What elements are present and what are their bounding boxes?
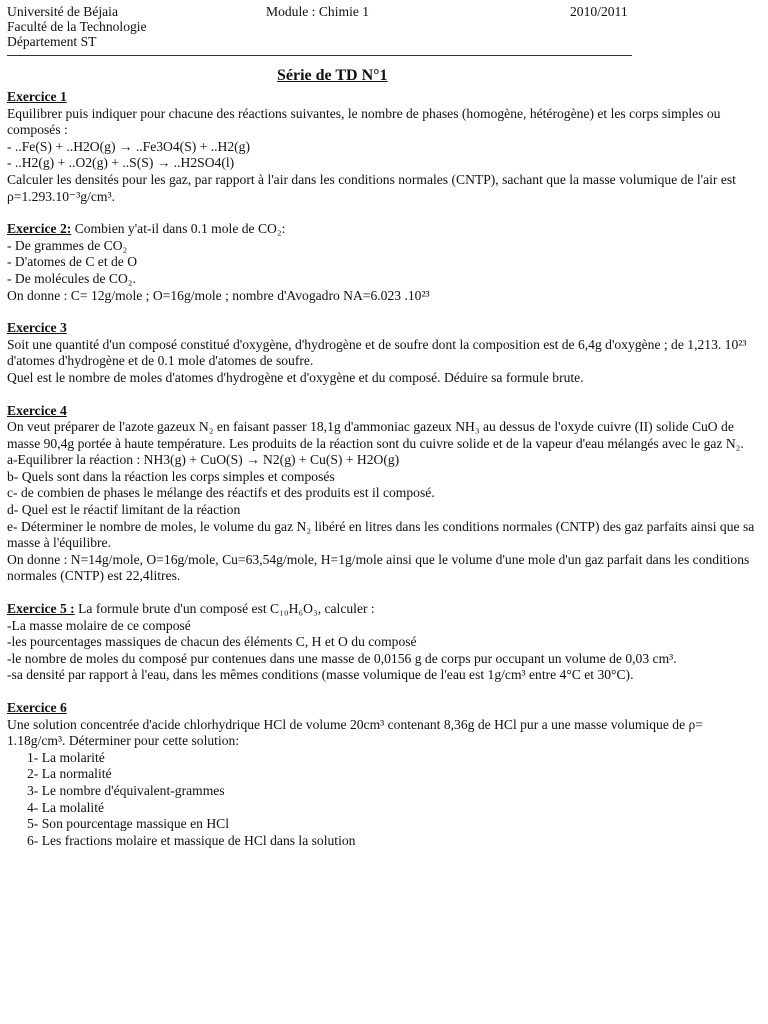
module-name: Module : Chimie 1 <box>266 4 370 19</box>
reaction-equation: - ..H2(g) + ..O2(g) + ..S(S) → ..H2SO4(l) <box>7 155 235 171</box>
list-item: - D'atomes de C et de O <box>7 254 138 270</box>
faculty-name: Faculté de la Technologie <box>7 19 147 34</box>
question-c: c- de combien de phases le mélange des réactifs et des produits est il composé. <box>7 485 435 501</box>
page-header <box>7 4 759 52</box>
list-item: -le nombre de moles du composé pur contenues dans une masse de 0,0156 g de corps pur occupant un volume de 0,03 cm³. <box>7 650 677 666</box>
question-e: e- Déterminer le nombre de moles, le volume du gaz N₂ libéré en litres dans les conditions normales (CNTP) des gaz parfaits ainsi que sa masse à l'équilibre. <box>7 518 755 551</box>
exercise-intro-line <box>7 221 759 238</box>
given-data: On donne : C= 12g/mole ; O=16g/mole ; nombre d'Avogadro NA=6.023 .10²³ <box>7 287 430 303</box>
exercise-5 <box>7 601 759 684</box>
exercise-text: On veut préparer de l'azote gazeux N₂ en faisant passer 18,1g d'ammoniac gazeux NH₃ au dessus de l'oxyde cuivre (II) solide CuO de masse 90,4g portée à haute température. Les produits de la réaction sont du cuivre solide et de la vapeur d'eau mélangés avec le gaz N₂. <box>7 419 744 451</box>
exercise-2 <box>7 221 759 304</box>
exercise-text: Calculer les densités pour les gaz, par rapport à l'air dans les conditions normales (CNTP), sachant que la masse volumique de l'air est ρ=1.293.10⁻³g/cm³. <box>7 171 736 204</box>
exercise-heading: Exercice 3 <box>7 320 67 336</box>
given-data: On donne : N=14g/mole, O=16g/mole, Cu=63,54g/mole, H=1g/mole ainsi que le volume d'une mole d'un gaz parfait dans les conditions normales (CNTP) est 22,4litres. <box>7 551 750 584</box>
list-item: 5- Son pourcentage massique en HCl <box>27 816 229 832</box>
exercise-heading: Exercice 4 <box>7 402 67 418</box>
document-page <box>7 4 759 848</box>
exercise-6 <box>7 700 759 849</box>
document-title: Série de TD N°1 <box>277 67 388 84</box>
exercise-heading: Exercice 2: <box>7 221 72 237</box>
list-item: 4- La molalité <box>27 799 105 815</box>
exercise-intro-line <box>7 601 759 618</box>
numbered-question-list <box>27 750 759 850</box>
reaction-equation: - ..Fe(S) + ..H2O(g) → ..Fe3O4(S) + ..H2(g) <box>7 138 251 154</box>
list-item: 1- La molarité <box>27 749 105 765</box>
exercise-heading: Exercice 6 <box>7 700 67 715</box>
question-list <box>7 238 759 288</box>
header-divider <box>7 55 632 56</box>
university-name: Université de Béjaia <box>7 4 118 19</box>
list-item: 6- Les fractions molaire et massique de HCl dans la solution <box>27 832 356 848</box>
list-item: -La masse molaire de ce composé <box>7 617 191 633</box>
exercise-1 <box>7 89 759 205</box>
exercise-4 <box>7 403 759 586</box>
list-item: 2- La normalité <box>27 766 112 782</box>
exercise-text: La formule brute d'un composé est C₁₀H₆O₃, calculer : <box>74 601 375 617</box>
exercise-heading: Exercice 5 : <box>7 601 75 617</box>
exercise-text: Quel est le nombre de moles d'atomes d'hydrogène et d'oxygène et du composé. Déduire sa formule brute. <box>7 369 584 385</box>
department-name: Département ST <box>7 34 97 49</box>
exercise-3 <box>7 320 759 386</box>
academic-year: 2010/2011 <box>570 4 628 19</box>
exercise-text: Equilibrer puis indiquer pour chacune des réactions suivantes, le nombre de phases (homogène, hétérogène) et les corps simples ou composés : <box>7 105 721 138</box>
question-a: a-Equilibrer la réaction : NH3(g) + CuO(S) → N2(g) + Cu(S) + H2O(g) <box>7 452 400 468</box>
exercise-list <box>7 89 759 865</box>
question-b: b- Quels sont dans la réaction les corps simples et composés <box>7 468 335 484</box>
exercise-heading: Exercice 1 <box>7 89 67 104</box>
institution-block <box>7 4 147 49</box>
list-item: -les pourcentages massiques de chacun des éléments C, H et O du composé <box>7 634 417 650</box>
list-item: 3- Le nombre d'équivalent-grammes <box>27 782 225 798</box>
question-d: d- Quel est le réactif limitant de la réaction <box>7 502 241 518</box>
list-item: -sa densité par rapport à l'eau, dans les mêmes conditions (masse volumique de l'eau est 1g/cm³ entre 4°C et 30°C). <box>7 667 634 683</box>
list-item: - De molécules de CO₂. <box>7 270 136 286</box>
list-item: - De grammes de CO₂ <box>7 237 128 253</box>
exercise-text: Une solution concentrée d'acide chlorhydrique HCl de volume 20cm³ contenant 8,36g de HCl pur a une masse volumique de ρ= 1.18g/cm³. Déterminer pour cette solution: <box>7 716 703 749</box>
exercise-text: Soit une quantité d'un composé constitué d'oxygène, d'hydrogène et de soufre dont la composition est de 6,4g d'oxygène ; de 1,213. 10²³ d'atomes d'hydrogène et de 0.1 mole d'atomes de soufre. <box>7 336 747 369</box>
exercise-text: Combien y'at-il dans 0.1 mole de CO₂: <box>71 221 286 237</box>
